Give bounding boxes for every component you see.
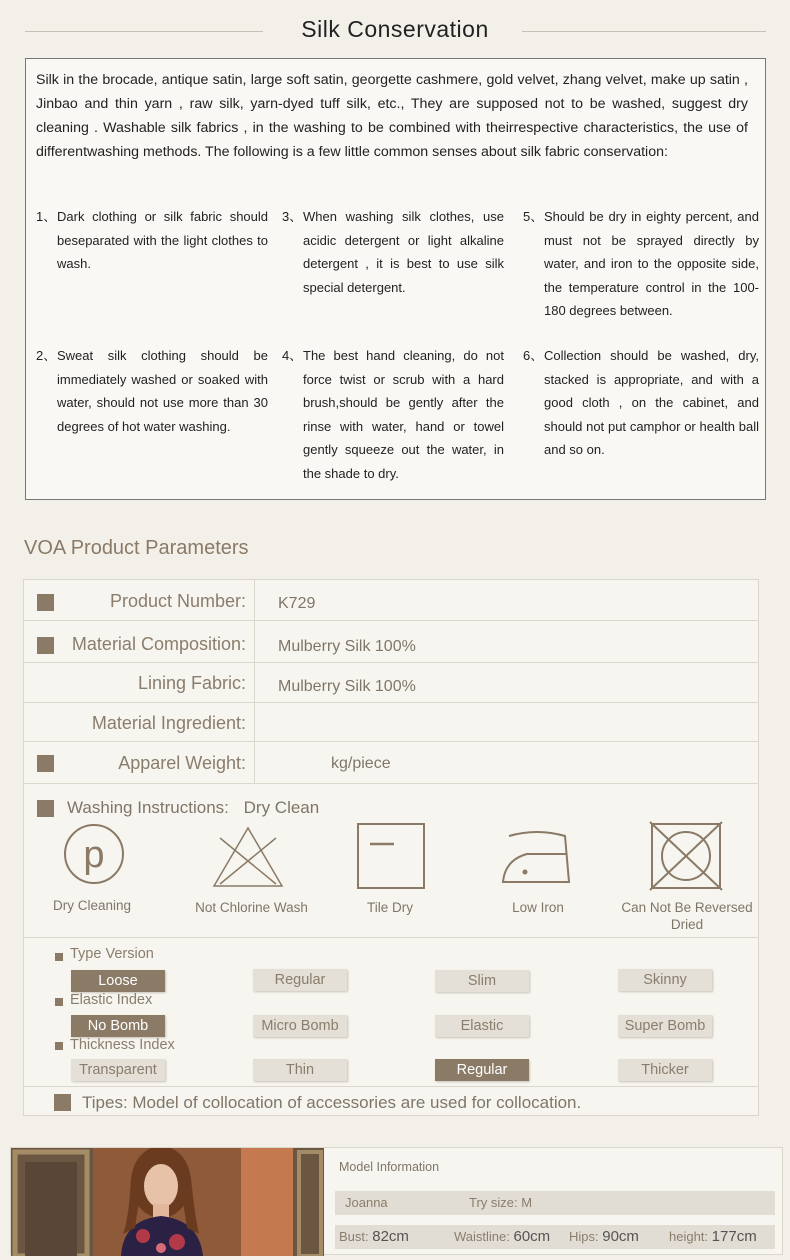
divider <box>254 742 255 783</box>
washing-label: Washing Instructions: <box>67 798 229 817</box>
washing-value: Dry Clean <box>243 798 320 817</box>
option-skinny[interactable]: Skinny <box>618 969 712 991</box>
divider <box>24 937 758 938</box>
param-row-material-composition <box>24 621 758 663</box>
param-row-lining-fabric <box>24 663 758 703</box>
param-value: K729 <box>278 595 316 612</box>
tip-text: The best hand cleaning, do not force twist or scrub with a hard brush,should be gently after the rinse with water, hand or towel gently squeeze out the water, in the shade to dry. <box>303 348 504 481</box>
dry-cleaning-p-icon <box>63 823 125 890</box>
divider <box>254 621 255 662</box>
option-thicker[interactable]: Thicker <box>618 1059 712 1081</box>
bullet-square <box>37 594 54 611</box>
tip-item <box>36 205 268 276</box>
tip-item <box>282 344 504 485</box>
bullet-square <box>37 800 54 817</box>
param-value: Mulberry Silk 100% <box>278 678 416 695</box>
param-label: Material Ingredient: <box>91 713 246 733</box>
param-row-product-number <box>24 580 758 621</box>
bullet-square <box>55 998 63 1006</box>
try-size <box>469 1195 532 1210</box>
param-row-material-ingredient <box>24 703 758 742</box>
tip-text: Sweat silk clothing should be immediately washed or soaked with water, should not use more than 30 degrees of hot water washing. <box>57 348 268 434</box>
model-name: Joanna <box>345 1195 388 1210</box>
option-slim[interactable]: Slim <box>435 970 529 992</box>
wash-icon-label: Not Chlorine Wash <box>195 900 308 915</box>
option-regular-thickness[interactable]: Regular <box>435 1059 529 1081</box>
bullet-square <box>55 953 63 961</box>
bust-label: Bust: <box>339 1229 369 1244</box>
try-size-label: Try size: <box>469 1195 518 1210</box>
divider <box>254 663 255 702</box>
bullet-square <box>37 637 54 654</box>
wash-icon-label: Dry Cleaning <box>52 898 132 913</box>
height-value: 177cm <box>711 1228 757 1245</box>
height-label: height: <box>669 1229 709 1244</box>
tip-item <box>282 205 504 299</box>
option-no-bomb[interactable]: No Bomb <box>71 1015 165 1037</box>
tip-number: 2、 <box>36 348 57 363</box>
tip-number: 5、 <box>523 209 544 224</box>
try-size-value: M <box>521 1195 533 1210</box>
wash-icon-label: Low Iron <box>512 900 564 915</box>
param-label: Apparel Weight: <box>118 753 246 773</box>
param-row-apparel-weight <box>24 742 758 784</box>
model-info-title: Model Information <box>339 1160 440 1174</box>
tip-number: 1、 <box>36 209 57 224</box>
tip-item <box>523 344 759 462</box>
model-info-panel <box>10 1147 783 1255</box>
tip-item <box>36 344 268 438</box>
option-super-bomb[interactable]: Super Bomb <box>618 1015 712 1037</box>
tip-text: When washing silk clothes, use acidic detergent or light alkaline detergent , it is best to use silk special detergent. <box>303 209 504 295</box>
bullet-square <box>37 755 54 772</box>
wash-icon-label: Can Not Be Reversed Dried <box>621 900 753 932</box>
tip-number: 3、 <box>282 209 303 224</box>
waistline <box>454 1228 550 1245</box>
tile-dry-icon <box>356 822 426 895</box>
group-title-elastic-index: Elastic Index <box>70 992 153 1008</box>
page-title: Silk Conservation <box>301 16 489 42</box>
params-table <box>23 579 759 1116</box>
tip-number: 6、 <box>523 348 544 363</box>
option-transparent[interactable]: Transparent <box>71 1059 165 1081</box>
param-label: Product Number: <box>109 591 246 611</box>
param-value: kg/piece <box>331 755 391 772</box>
option-regular[interactable]: Regular <box>253 969 347 991</box>
no-chlorine-triangle-icon <box>210 824 286 895</box>
bullet-square <box>55 1042 63 1050</box>
option-thin[interactable]: Thin <box>253 1059 347 1081</box>
option-micro-bomb[interactable]: Micro Bomb <box>253 1015 347 1037</box>
hips-value: 90cm <box>602 1228 639 1245</box>
group-title-type-version: Type Version <box>70 946 154 962</box>
tip-number: 4、 <box>282 348 303 363</box>
divider <box>254 703 255 741</box>
tips-text: Tipes: Model of collocation of accessories are used for collocation. <box>82 1093 582 1112</box>
param-value: Mulberry Silk 100% <box>278 638 416 655</box>
model-photo <box>11 1148 324 1256</box>
tip-item <box>523 205 759 323</box>
hips-label: Hips: <box>569 1229 599 1244</box>
waist-label: Waistline: <box>454 1229 510 1244</box>
params-title: VOA Product Parameters <box>24 537 249 559</box>
conservation-intro: Silk in the brocade, antique satin, large soft satin, georgette cashmere, gold velvet, zhang velvet, make up satin , Jinbao and thin yarn , raw silk, yarn-dyed tuff silk, etc., They are supposed not to be washed, suggest dry cleaning . Washable silk fabrics , in the washing to be combined with theirrespective characteristics, the use of differentwashing methods. The following is a few little common senses about silk fabric conservation: <box>36 72 748 160</box>
divider <box>24 1086 758 1087</box>
param-label: Lining Fabric: <box>137 673 246 693</box>
bust-value: 82cm <box>372 1228 409 1245</box>
no-reverse-icon <box>648 820 724 897</box>
svg-text:p: p <box>83 834 105 876</box>
param-label: Material Composition: <box>71 634 246 654</box>
washing-instructions <box>67 798 319 818</box>
option-loose[interactable]: Loose <box>71 970 165 992</box>
wash-icon-label: Tile Dry <box>367 900 413 915</box>
conservation-box <box>25 58 766 500</box>
low-iron-icon <box>501 826 573 891</box>
bust <box>339 1228 409 1245</box>
hips <box>569 1228 639 1245</box>
height <box>669 1228 757 1245</box>
tip-text: Collection should be washed, dry, stacked is appropriate, and with a good cloth , on the cabinet, and should not put camphor or health ball and so on. <box>544 348 759 457</box>
bullet-square <box>54 1094 71 1111</box>
group-title-thickness-index: Thickness Index <box>70 1037 175 1053</box>
waist-value: 60cm <box>513 1228 551 1245</box>
tip-text: Dark clothing or silk fabric should beseparated with the light clothes to wash. <box>57 209 268 271</box>
tip-text: Should be dry in eighty percent, and must not be sprayed directly by water, and iron to the opposite side, the temperature control in the 100-180 degrees between. <box>544 209 759 318</box>
model-row-bg <box>335 1191 775 1215</box>
option-elastic[interactable]: Elastic <box>435 1015 529 1037</box>
divider <box>254 580 255 620</box>
